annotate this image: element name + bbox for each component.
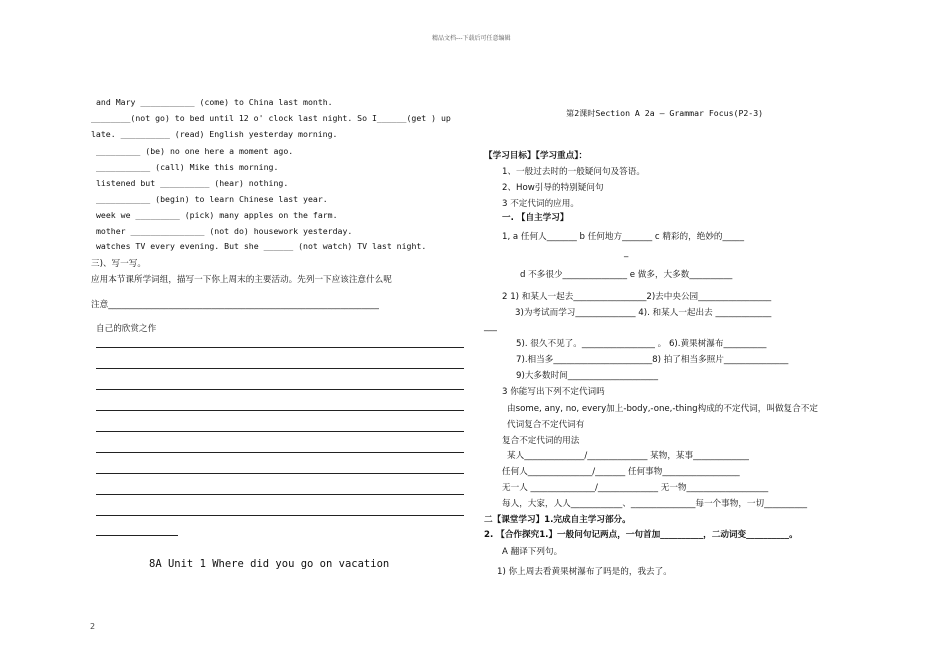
writing-rule-short: [96, 535, 178, 536]
self-study-heading: 一. 【自主学习】: [502, 213, 569, 223]
writing-rule-8: [96, 494, 464, 495]
cooperative-inquiry-line: 2. 【合作探究1.】一般问句记两点，一句首加__________，二动词变__________。: [484, 530, 798, 540]
writing-rule-3: [96, 389, 464, 390]
classroom-study-heading: 二【课堂学习】1.完成自主学习部分。: [484, 515, 631, 525]
right-line-20: 无一人 _______________/______________ 无一物___________________: [502, 483, 769, 493]
notice-line: 注意_______________________________________________________________: [91, 300, 379, 310]
writing-rule-1: [96, 347, 464, 348]
exercise-line-4: _________ (be) no one here a moment ago.: [96, 146, 294, 156]
appreciation-label: 自己的欣赏之作: [96, 324, 157, 334]
right-line-9: 3)为考试而学习______________ 4). 和某人一起出去 _____________: [515, 308, 772, 318]
exercise-line-5: ___________ (call) Mike this morning.: [96, 162, 279, 172]
right-line-2: 2、How引导的特别疑问句: [502, 183, 604, 193]
right-line-21: 每人，大家，人人____________、_______________每一个事物，一切__________: [502, 499, 808, 509]
writing-rule-9: [96, 515, 464, 516]
writing-rule-7: [96, 473, 464, 474]
exercise-line-7: ___________ (begin) to learn Chinese last year.: [96, 194, 328, 204]
writing-rule-6: [96, 452, 464, 453]
right-line-8: 2 1) 和某人一起去_________________2)去中央公园_________________: [502, 292, 772, 302]
right-line-5: 1, a 任何人_______ b 任何地方_______ c 精彩的，绝妙的_____: [502, 232, 744, 242]
unit-title: 8A Unit 1 Where did you go on vacation: [149, 558, 390, 570]
right-line-19: 任何人_______________/_______ 任何事物__________________: [502, 467, 740, 477]
exercise-line-3: late. __________ (read) English yesterday morning.: [91, 129, 338, 139]
page-header-note: 精品文档---下载后可任意编辑: [432, 35, 511, 42]
writing-rule-2: [96, 368, 464, 369]
learning-goals-heading: 【学习目标】【学习重点】：: [484, 151, 588, 161]
exercise-line-9: mother _______________ (not do) housework yesterday.: [96, 226, 353, 236]
exercise-line-10: watches TV every evening. But she ______ (not watch) TV last night.: [96, 241, 427, 251]
right-line-12: 7).相当多_______________________8) 拍了相当多照片_______________: [516, 355, 789, 365]
translate-item-1: 1) 你上周去看黄果树瀑布了吗是的，我去了。: [497, 567, 672, 577]
writing-rule-4: [96, 410, 464, 411]
right-line-15: 由some, any, no, every加上-body,-one,-thing构成的不定代词，叫做复合不定: [507, 404, 818, 414]
right-line-11: 5). 很久不见了。_________________ 。 6).黄果树瀑布__________: [516, 339, 767, 349]
right-line-14: 3 你能写出下列不定代词吗: [502, 387, 605, 397]
right-line-13: 9)大多数时间_____________________: [516, 371, 659, 381]
right-line-16: 代词复合不定代词有: [507, 420, 585, 430]
exercise-line-6: listened but __________ (hear) nothing.: [96, 178, 289, 188]
right-line-1: 1、一般过去时的一般疑问句及答语。: [502, 167, 645, 177]
right-line-10: ___: [484, 322, 497, 332]
page-number: 2: [90, 622, 96, 631]
right-line-18: 某人______________/______________ 某物，某事_____________: [507, 451, 749, 461]
exercise-line-2: ________(not go) to bed until 12 o' clock last night. So I______(get ) up: [91, 113, 451, 123]
right-line-3: 3 不定代词的应用。: [502, 199, 579, 209]
writing-instruction: 应用本节课所学词组，描写一下你上周末的主要活动。先列一下应该注意什么呢: [91, 275, 392, 285]
translate-heading: A 翻译下列句。: [502, 547, 563, 557]
lesson-title: 第2课时Section A 2a — Grammar Focus(P2-3): [566, 108, 764, 118]
right-line-6: _: [624, 248, 629, 258]
exercise-line-1: and Mary ___________ (come) to China last month.: [96, 97, 333, 107]
writing-rule-5: [96, 431, 464, 432]
right-line-7: d 不多很少_______________ e 做多，大多数__________: [520, 270, 733, 280]
exercise-line-8: week we _________ (pick) many apples on the farm.: [96, 210, 338, 220]
section-three-heading: 三)、写一写。: [91, 259, 146, 269]
right-line-17: 复合不定代词的用法: [502, 436, 580, 446]
